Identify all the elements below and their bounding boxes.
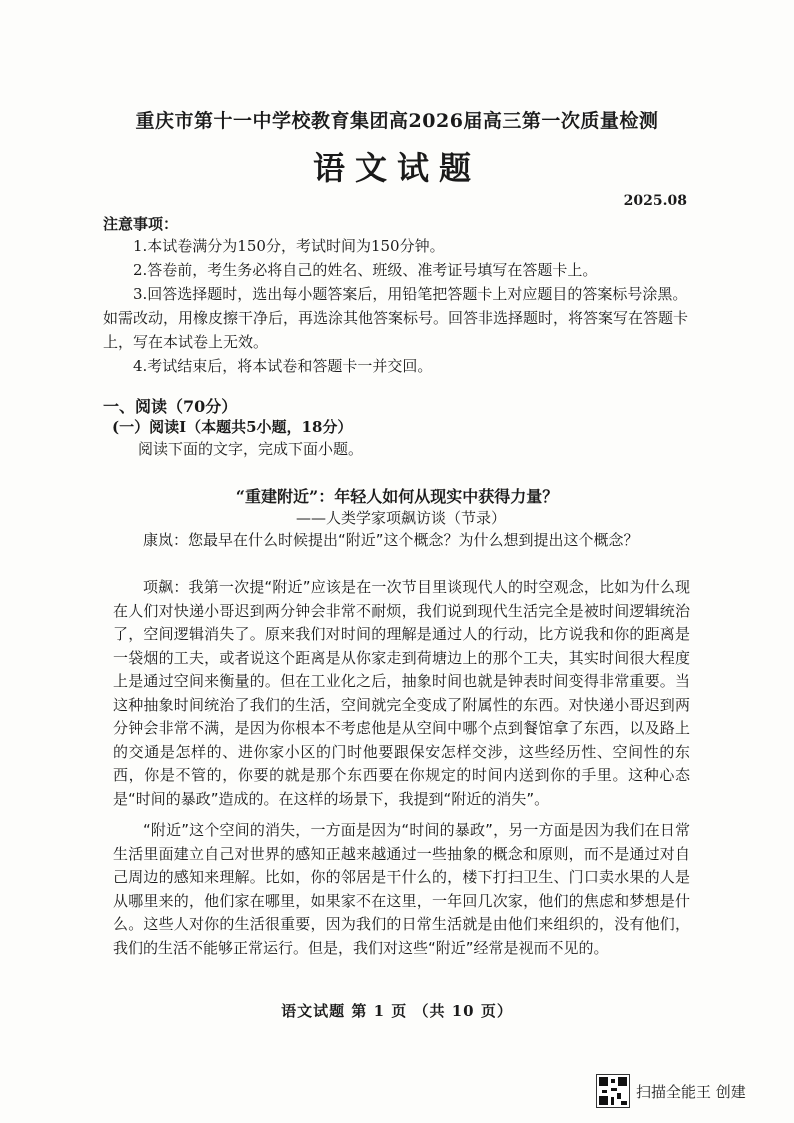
exam-date: 2025.08 [623, 193, 687, 209]
scanner-badge [596, 1074, 746, 1108]
article-title: “重建附近”：年轻人如何从现实中获得力量？ [235, 487, 559, 506]
reading-instruction: 阅读下面的文字，完成下面小题。 [138, 440, 364, 458]
subsection-title: (一）阅读Ⅰ（本题共5小题，18分） [112, 418, 353, 436]
section-title: 一、阅读（70分） [103, 397, 238, 416]
article-paragraph: “附近”这个空间的消失，一方面是因为“时间的暴政”，另一方面是因为我们在日常生活里面建立自己对世界的感知正越来越通过一些抽象的概念和原则，而不是通过对自己周边的感知来理解。比如，你的邻居是干什么的，楼下打扫卫生、门口卖水果的人是从哪里来的，他们家在哪里，如果家不在这里，一年回几次家，他们的焦虑和梦想是什么。这些人对你的生活很重要，因为我们的日常生活就是由他们来组织的，没有他们，我们的生活不能够正常运行。但是，我们对这些“附近”经常是视而不见的。 [113, 821, 690, 957]
article-subtitle: ——人类学家项飙访谈（节录） [296, 509, 507, 527]
page-footer: 语文试题 第 1 页 （共 10 页） [281, 1002, 513, 1020]
notice-item: 4.考试结束后，将本试卷和答题卡一并交回。 [133, 357, 433, 375]
qr-code-icon [596, 1074, 630, 1108]
article-paragraph: 项飙：我第一次提“附近”应该是在一次节目里谈现代人的时空观念，比如为什么现在人们对快递小哥迟到两分钟会非常不耐烦，我们说到现代生活完全是被时间逻辑统治了，空间逻辑消失了。原来我们对时间的理解是通过人的行动，比方说我和你的距离是一袋烟的工夫，或者说这个距离是从你家走到荷塘边上的那个工夫，其实时间很大程度上是通过空间来衡量的。但在工业化之后，抽象时间也就是钟表时间变得非常重要。当这种抽象时间统治了我们的生活，空间就完全变成了附属性的东西。对快递小哥迟到两分钟会非常不满，是因为你根本不考虑他是从空间中哪个点到餐馆拿了东西，以及路上的交通是怎样的、进你家小区的门时他要跟保安怎样交涉，这些经历性、空间性的东西，你是不管的，你要的就是那个东西要在你规定的时间内送到你的手里。这种心态是“时间的暴政”造成的。在这样的场景下，我提到“附近的消失”。 [113, 578, 690, 808]
notice-title: 注意事项： [103, 215, 179, 233]
article-paragraph: 康岚：您最早在什么时候提出“附近”这个概念？为什么想到提出这个概念？ [143, 531, 639, 549]
notice-item: 3.回答选择题时，选出每小题答案后，用铅笔把答题卡上对应题目的答案标号涂黑。如需改动，用橡皮擦干净后，再选涂其他答案标号。回答非选择题时，将答案写在答题卡上，写在本试卷上无效。 [103, 285, 689, 351]
scanner-label: 扫描全能王 创建 [636, 1082, 746, 1101]
notice-item: 2.答卷前，考生务必将自己的姓名、班级、准考证号填写在答题卡上。 [133, 261, 598, 279]
notice-item: 1.本试卷满分为150分，考试时间为150分钟。 [133, 237, 445, 255]
exam-title: 重庆市第十一中学校教育集团高2026届高三第一次质量检测 [135, 110, 659, 132]
subject-title: 语文试题 [312, 149, 481, 187]
